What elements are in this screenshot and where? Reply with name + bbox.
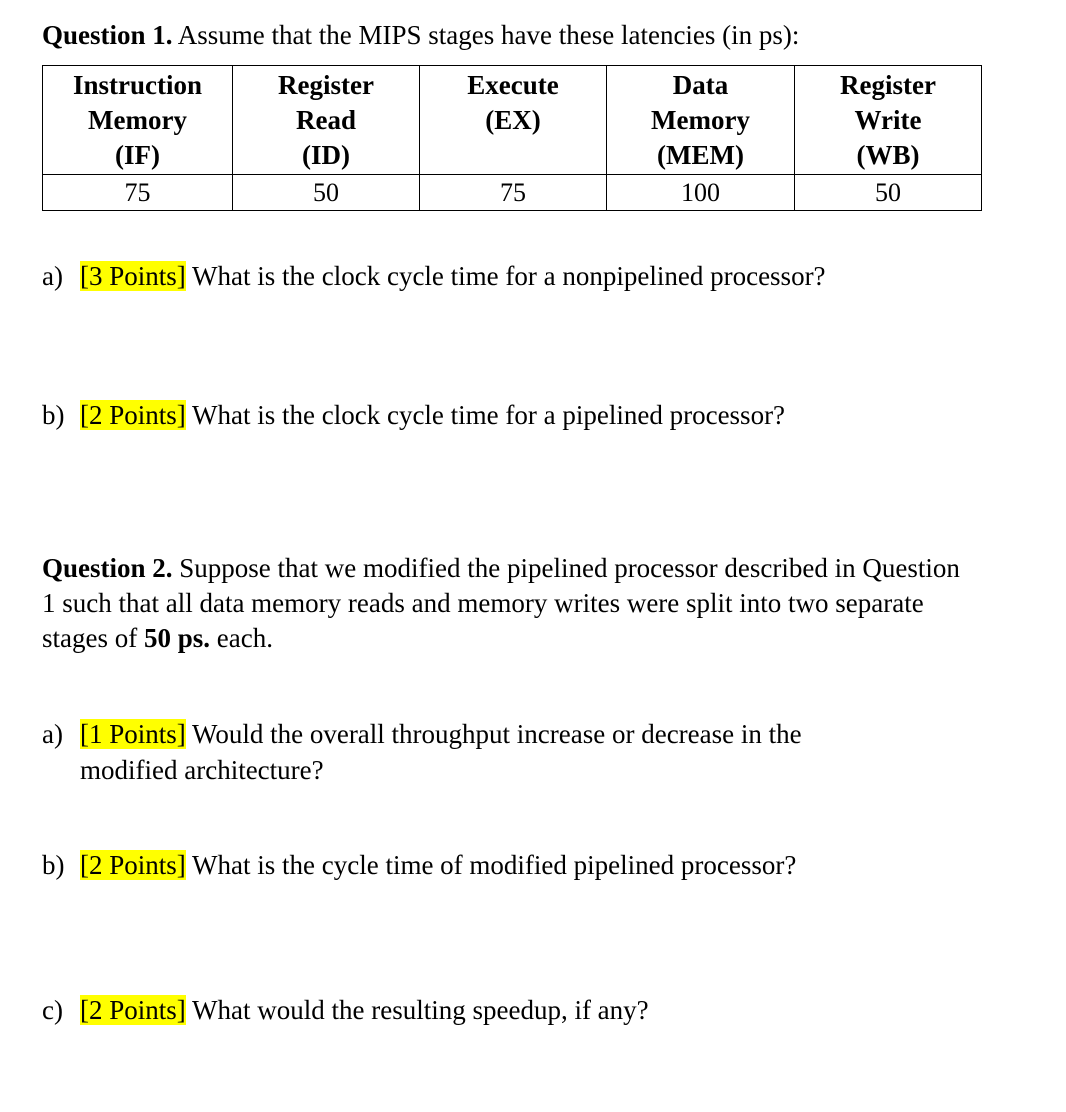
- q2-part-b-text: What is the cycle time of modified pipelined processor?: [185, 850, 797, 880]
- question-1-text: Assume that the MIPS stages have these latencies (in ps):: [172, 20, 800, 50]
- q2-part-a-points: [1 Points]: [80, 719, 186, 749]
- q1-part-b-points: [2 Points]: [80, 400, 186, 430]
- table-value-row: [43, 175, 982, 211]
- q2-part-c: [42, 992, 649, 1028]
- header-mem-line1: Data: [672, 70, 729, 100]
- value-mem: 100: [607, 175, 795, 211]
- header-wb-line1: Register: [840, 70, 936, 100]
- header-id-line2: Read: [296, 105, 356, 135]
- q2-part-b-points: [2 Points]: [80, 850, 186, 880]
- q2-part-a-text-continued: modified architecture?: [80, 755, 324, 785]
- table-header-row: [43, 66, 982, 175]
- q1-part-a-points: [3 Points]: [80, 261, 186, 291]
- question-2-text-after: each.: [210, 623, 273, 653]
- q2-part-a: [42, 716, 802, 788]
- header-id: [233, 66, 420, 175]
- q2-part-a-letter: a): [42, 719, 63, 749]
- header-if: [43, 66, 233, 175]
- q1-part-a-letter: a): [42, 261, 63, 291]
- header-mem: [607, 66, 795, 175]
- q1-part-a-text: What is the clock cycle time for a nonpipelined processor?: [185, 261, 826, 291]
- header-if-line1: Instruction: [72, 70, 202, 100]
- question-1-title: [42, 18, 799, 52]
- value-id: 50: [233, 175, 420, 211]
- question-2-text-before: Suppose that we modified the pipelined processor described in Question 1 such that all data memory reads and memory writes were split into two separate stages of: [42, 553, 960, 653]
- q1-part-b-text: What is the clock cycle time for a pipelined processor?: [185, 400, 786, 430]
- header-ex-line1: Execute: [467, 70, 559, 100]
- header-id-line1: Register: [278, 70, 374, 100]
- question-2-label: Question 2.: [42, 553, 173, 583]
- header-wb-line3: (WB): [856, 140, 920, 170]
- header-mem-line3: (MEM): [657, 140, 744, 170]
- question-2-bold-value: 50 ps.: [143, 623, 211, 653]
- value-ex: 75: [420, 175, 607, 211]
- q2-part-a-text: Would the overall throughput increase or decrease in the: [185, 719, 802, 749]
- question-1-label: Question 1.: [42, 20, 173, 50]
- header-id-line3: (ID): [302, 140, 350, 170]
- q2-part-b: [42, 847, 796, 883]
- q2-part-c-points: [2 Points]: [80, 995, 186, 1025]
- q1-part-a: [42, 258, 826, 294]
- q2-part-b-letter: b): [42, 850, 65, 880]
- value-if: 75: [43, 175, 233, 211]
- header-if-line2: Memory: [88, 105, 187, 135]
- question-2-paragraph: [42, 551, 972, 656]
- header-wb: [795, 66, 982, 175]
- latency-table: [42, 65, 982, 211]
- value-wb: 50: [795, 175, 982, 211]
- header-ex: [420, 66, 607, 175]
- header-ex-line2: (EX): [485, 105, 541, 135]
- q1-part-b-letter: b): [42, 400, 65, 430]
- header-wb-line2: Write: [854, 105, 922, 135]
- q2-part-c-text: What would the resulting speedup, if any?: [185, 995, 649, 1025]
- q1-part-b: [42, 397, 785, 433]
- header-mem-line2: Memory: [651, 105, 750, 135]
- header-if-line3: (IF): [115, 140, 160, 170]
- q2-part-c-letter: c): [42, 995, 63, 1025]
